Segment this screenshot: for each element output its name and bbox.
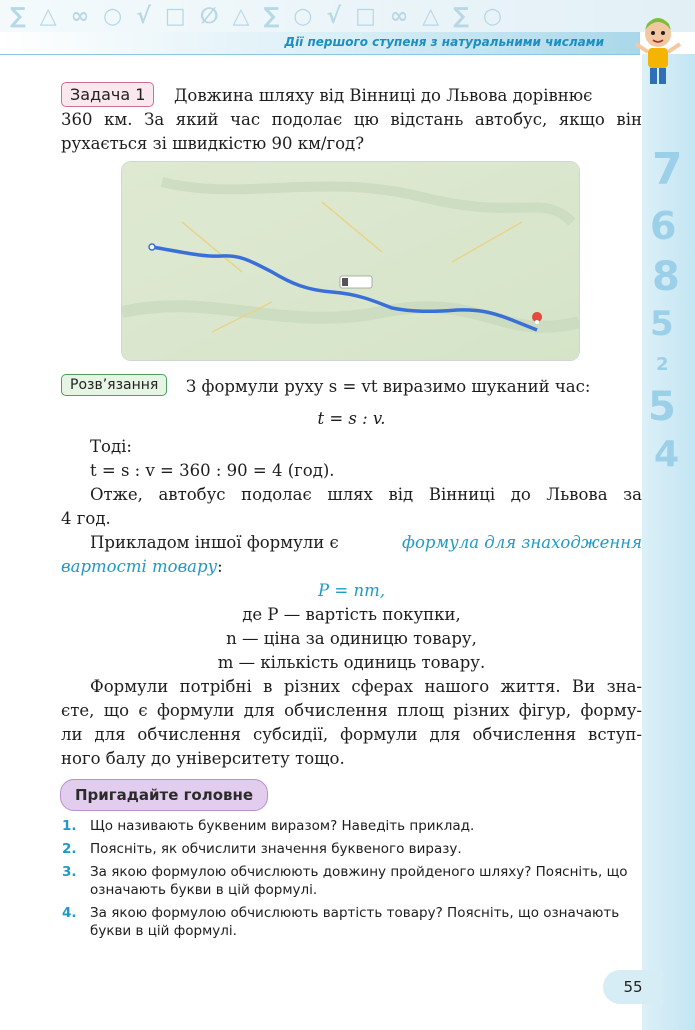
definition-n: n — ціна за одиницю товару, [226,629,477,648]
solution-intro: З формули руху s = vt виразимо шуканий час: [186,377,591,396]
digit-doodle: 8 [652,254,680,300]
digit-doodle: 6 [650,204,677,248]
list-item [62,840,640,858]
question-text: За якою формулою обчислюють довжину пройденого шляху? Поясніть, що означають букви в цій формулі. [90,864,628,898]
task-text-line3: рухається зі швидкістю 90 км/год? [61,134,365,153]
task-label: Задача 1 [61,82,154,107]
cartoon-kid-illustration [628,8,688,88]
example-suffix: : [217,557,223,576]
paragraph-line2: єте, що є формули для обчислення площ різних фігур, форму- [61,701,642,720]
task-text-line2: 360 км. За який час подолає цю відстань автобус, якщо він [61,110,642,129]
page-number: 55 [603,970,663,1004]
task-text-line1: Довжина шляху від Вінниці до Львова дорівнює [174,86,593,105]
formula-term-highlight: формула для знаходження [402,533,642,552]
paragraph-line4: ного балу до університету тощо. [61,749,345,768]
solution-calculation: t = s : v = 360 : 90 = 4 (год). [90,461,335,480]
paragraph-line1: Формули потрібні в різних сферах нашого життя. Ви зна- [90,677,642,696]
side-decoration [642,54,695,1030]
question-number: 3. [62,864,77,880]
definition-p: де P — вартість покупки, [242,605,461,624]
example-line2 [61,555,642,579]
definition-m: m — кількість одиниць товару. [217,653,486,672]
chapter-header [0,32,640,55]
conclusion-line1: Отже, автобус подолає шлях від Вінниці до Львова за [90,485,642,504]
question-number: 2. [62,841,77,857]
conclusion-line2: 4 год. [61,509,111,528]
question-text: За якою формулою обчислюють вартість товару? Поясніть, що означають букви в цій формулі. [90,905,620,939]
recall-section-label: Пригадайте головне [60,779,268,811]
doodle-pattern: ∑△∞○√□∅△∑○√□∞△∑○ [10,4,517,29]
top-decoration [0,0,695,32]
question-text: Що називають буквеним виразом? Наведіть приклад. [90,818,475,834]
chapter-title: Дії першого ступеня з натуральними числами [284,35,604,49]
review-questions-list [62,817,640,945]
formula-time: t = s : v. [317,409,386,428]
route-map [121,161,580,361]
example-prefix: Прикладом іншої формули є [90,533,339,552]
solution-then: Тоді: [90,437,132,456]
solution-label: Розв’язання [61,374,167,396]
example-line1 [90,531,642,555]
digit-doodle: 5 [648,384,676,430]
formula-cost: P = nm, [318,581,385,600]
formula-term-highlight-2: вартості товару [61,557,218,576]
digit-doodle: 4 [654,434,680,475]
list-item [62,904,640,940]
question-number: 1. [62,818,77,834]
question-text: Поясніть, як обчислити значення буквеного виразу. [90,841,462,857]
list-item [62,817,640,835]
digit-doodle: 2 [656,354,669,375]
question-number: 4. [62,905,77,921]
digit-doodle: 5 [650,304,674,344]
list-item [62,863,640,899]
paragraph-line3: ли для обчислення субсидії, формули для обчислення вступ- [61,725,642,744]
digit-doodle: 7 [652,144,683,195]
